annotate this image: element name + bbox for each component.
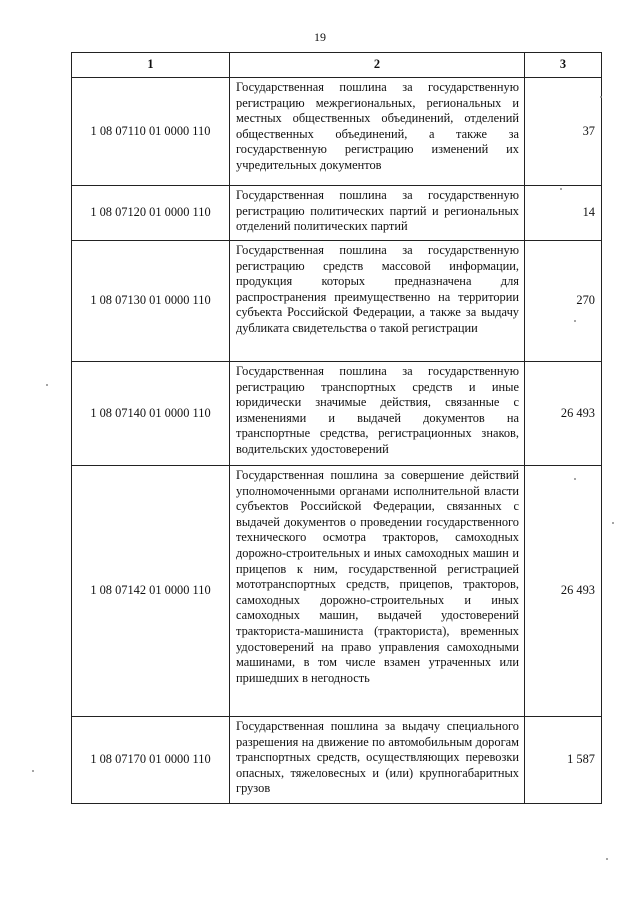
scan-speck <box>560 188 562 190</box>
table-row <box>72 78 602 186</box>
scan-speck <box>46 384 48 386</box>
table-row <box>72 186 602 241</box>
budget-code-cell: 1 08 07140 01 0000 110 <box>72 362 230 466</box>
amount-cell: 37 <box>525 78 602 186</box>
budget-code-cell: 1 08 07142 01 0000 110 <box>72 466 230 717</box>
scan-speck <box>606 858 608 860</box>
page-number: 19 <box>314 30 326 44</box>
description-cell: Государственная пошлина за совершение действий уполномоченными органами исполнительной власти субъектов Российской Федерации, связанных с выдачей документов о проведении государственного технического осмотра тракторов, самоходных дорожно-строительных и иных самоходных машин и прицепов к ним, государственной регистрацией мототранспортных средств, прицепов, тракторов, самоходных дорожно-строительных и иных самоходных машин, выдачей удостоверений тракториста-машиниста (тракториста), временных удостоверений на право управления самоходными машинами, в том числе взамен утраченных или пришедших в негодность <box>230 466 525 717</box>
description-cell: Государственная пошлина за государственную регистрацию межрегиональных, региональных и местных общественных объединений, отделений общественных объединений, а также за государственную регистрацию изменений их учредительных документов <box>230 78 525 186</box>
table-header-row <box>72 53 602 78</box>
column-header-1: 1 <box>72 53 230 78</box>
budget-code-cell: 1 08 07130 01 0000 110 <box>72 241 230 362</box>
budget-code-cell: 1 08 07110 01 0000 110 <box>72 78 230 186</box>
scan-speck <box>574 478 576 480</box>
amount-cell: 26 493 <box>525 362 602 466</box>
amount-cell: 270 <box>525 241 602 362</box>
scan-speck <box>574 320 576 322</box>
description-cell: Государственная пошлина за выдачу специального разрешения на движение по автомобильным дорогам транспортных средств, осуществляющих перевозки опасных, тяжеловесных и (или) крупногабаритных грузов <box>230 717 525 804</box>
column-header-2: 2 <box>230 53 525 78</box>
budget-code-cell: 1 08 07170 01 0000 110 <box>72 717 230 804</box>
column-header-3: 3 <box>525 53 602 78</box>
amount-cell: 26 493 <box>525 466 602 717</box>
amount-cell: 1 587 <box>525 717 602 804</box>
table-row <box>72 241 602 362</box>
scan-speck <box>600 96 602 98</box>
table-row <box>72 717 602 804</box>
amount-cell: 14 <box>525 186 602 241</box>
budget-revenue-table <box>71 52 602 804</box>
table-row <box>72 362 602 466</box>
scan-speck <box>612 522 614 524</box>
description-cell: Государственная пошлина за государственную регистрацию политических партий и региональных отделений политических партий <box>230 186 525 241</box>
table-row <box>72 466 602 717</box>
budget-code-cell: 1 08 07120 01 0000 110 <box>72 186 230 241</box>
scan-speck <box>32 770 34 772</box>
description-cell: Государственная пошлина за государственную регистрацию транспортных средств и иные юридически значимые действия, связанные с изменениями и выдачей документов на транспортные средства, регистрационных знаков, водительских удостоверений <box>230 362 525 466</box>
description-cell: Государственная пошлина за государственную регистрацию средств массовой информации, продукция которых предназначена для распространения преимущественно на территории субъекта Российской Федерации, а также за выдачу дубликата свидетельства о такой регистрации <box>230 241 525 362</box>
